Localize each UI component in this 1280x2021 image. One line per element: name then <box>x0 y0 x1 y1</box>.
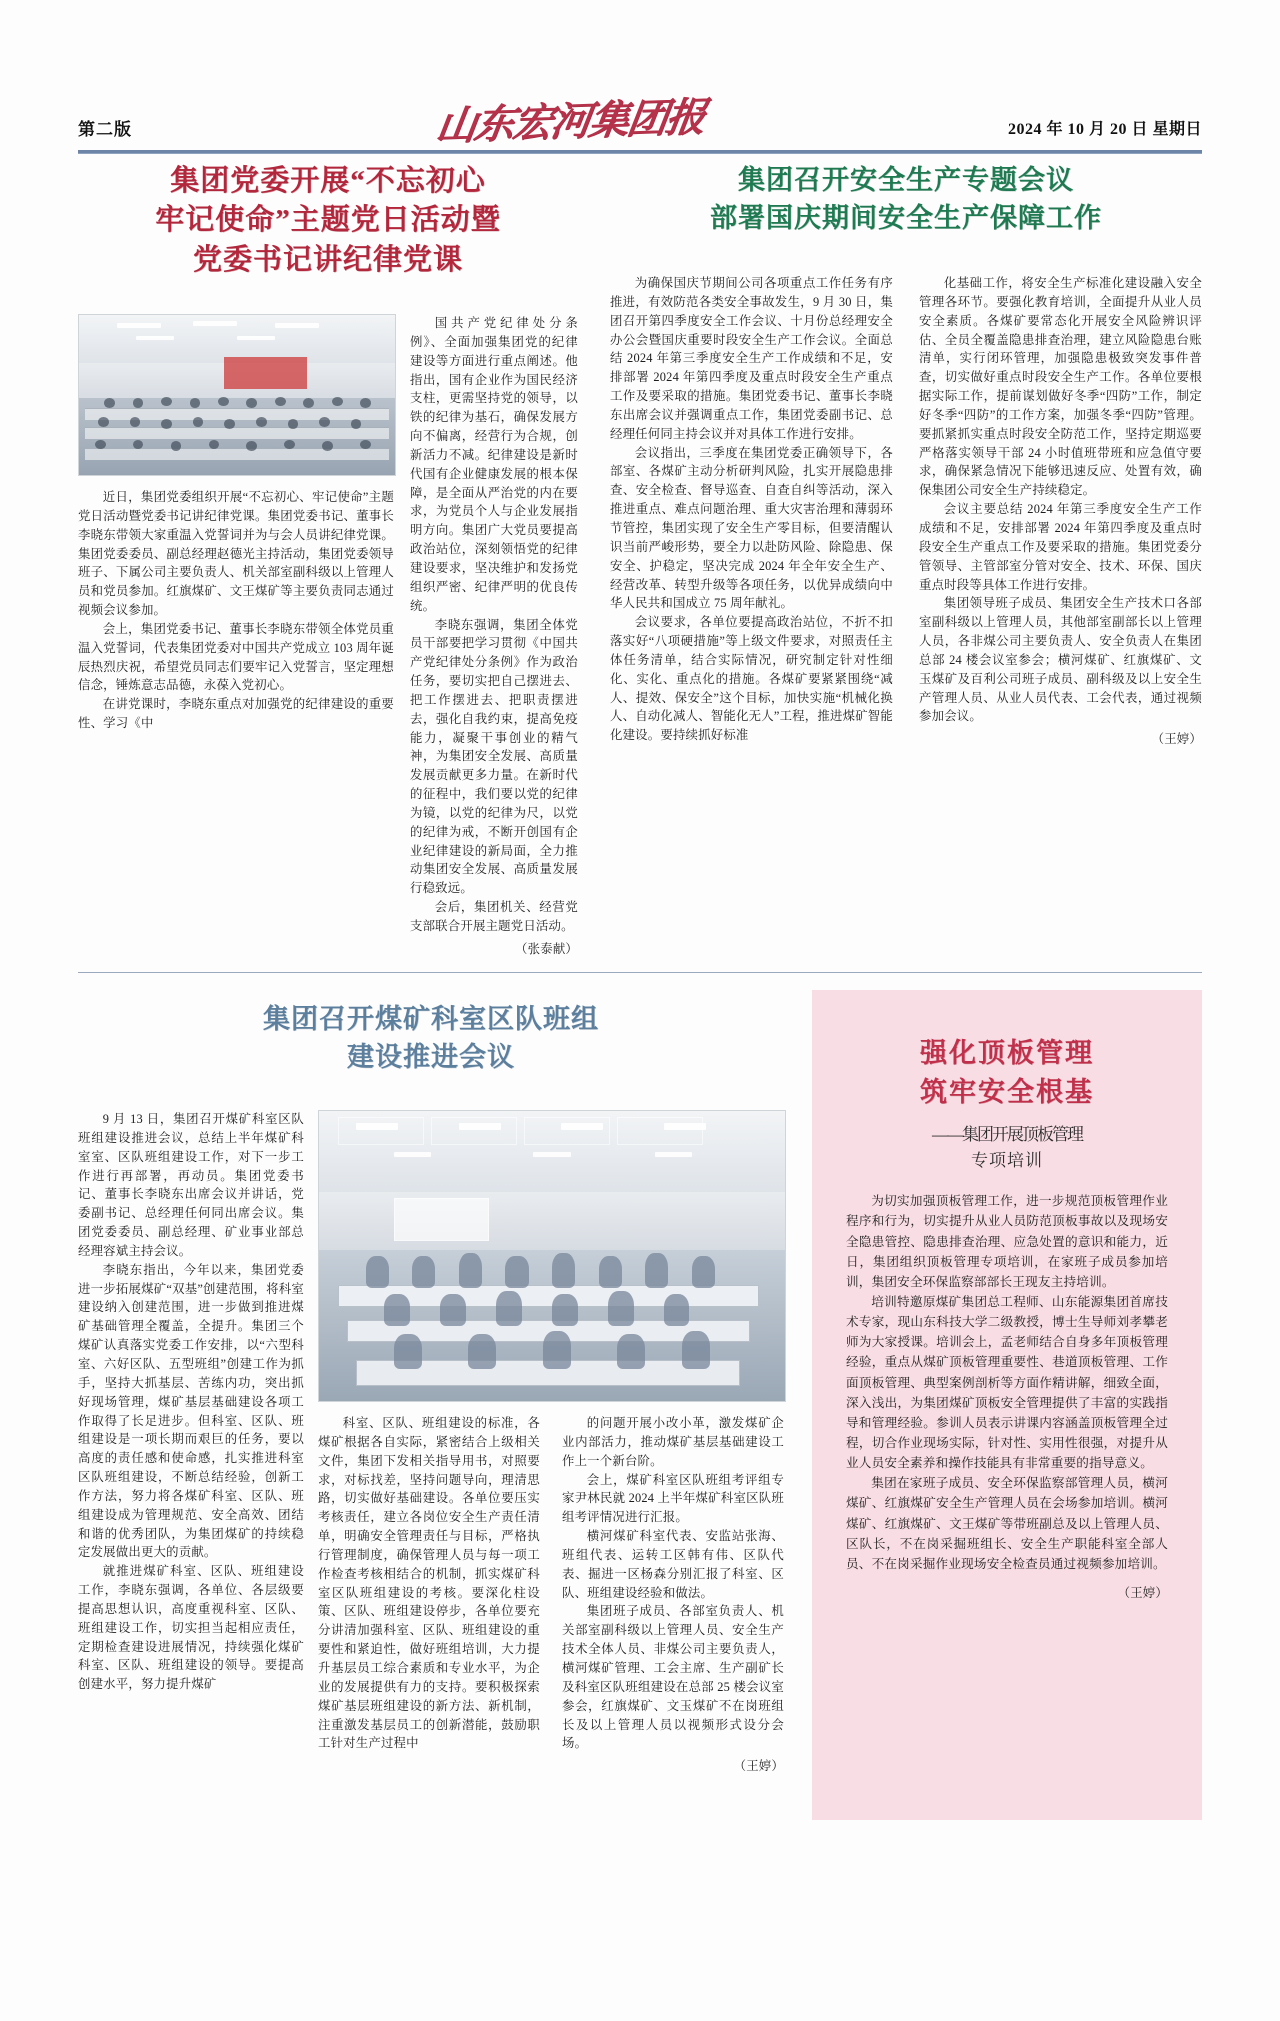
article3-headline <box>78 1000 784 1077</box>
article1-byline: （张泰献） <box>515 941 578 956</box>
article2-paragraph: 会议指出，三季度在集团党委正确领导下，各部室、各煤矿主动分析研判风险，扎实开展隐患排查、安全检查、督导巡查、自查自纠等活动，深入推进重点、难点问题治理、重大灾害治理和薄弱环节管控，集团实现了安全生产零目标，但要清醒认识当前严峻形势，要全力以赴防风险、除隐患、保安全、护稳定，坚决完成 2024 年全年安全生产、经营改革、转型升级等各项任务，以优异成绩向中华人民共和国成立 75 周年献礼。 <box>610 445 893 611</box>
article2-columns <box>610 274 1202 749</box>
meeting-hall-photo <box>78 314 396 476</box>
section-divider <box>78 972 1202 973</box>
article1-column-left <box>78 488 394 733</box>
edition-label: 第二版 <box>78 120 132 139</box>
article2-paragraph: 化基础工作，将安全生产标准化建设融入安全管理各环节。要强化教育培训，全面提升从业人员安全素质。各煤矿要常态化开展安全风险辨识评估、全员全覆盖隐患排查治理，建立风险隐患台账清单，实行闭环管理，加强隐患极致突发事件普查，切实做好重点时段安全生产工作。各单位要根据实际工作，提前谋划做好冬季“四防”工作，制定好冬季“四防”的工作方案，加强冬季“四防”管理。要抓紧抓实重点时段安全防范工作，坚持定期巡要严格落实领导干部 24 小时值班带班和应急值守要求，确保紧急情况下能够迅速反应、处置有效，确保集团公司安全生产持续稳定。 <box>919 276 1202 498</box>
article4-headline <box>846 1034 1168 1112</box>
article3-paragraph: 集团班子成员、各部室负责人、机关部室副科级以上管理人员、安全生产技术全体人员、非煤公司主要负责人，横河煤矿管理、工会主席、生产副矿长及科室区队班组建设在总部 25 楼会议室参会，红旗煤矿、文玉煤矿不在岗班组长及以上管理人员以视频形式设分会场。 <box>562 1604 784 1751</box>
article1-column-right <box>410 314 578 959</box>
article-roof-management-training <box>812 990 1202 1820</box>
article3-paragraph: 的问题开展小改小革，激发煤矿企业内部活力，推动煤矿基层基础建设工作上一个新台阶。 <box>562 1416 784 1468</box>
article4-paragraph: 培训特邀原煤矿集团总工程师、山东能源集团首席技术专家，现山东科技大学二级教授，博士生导师刘孝攀老师为大家授课。培训会上，孟老师结合自身多年顶板管理经验，重点从煤矿顶板管理重要性、巷道顶板管理、工作面顶板管理、典型案例剖析等方面作精讲解，细致全面，深入浅出，为集团煤矿顶板安全管理提供了丰富的实践指导和管理经验。参训人员表示讲课内容涵盖顶板管理全过程，切合作业现场实际，针对性、实用性很强，对提升从业人员安全素养和操作技能具有非常重要的指导意义。 <box>846 1294 1168 1471</box>
article4-paragraph: 集团在家班子成员、安全环保监察部管理人员，横河煤矿、红旗煤矿安全生产管理人员在会场参加培训。横河煤矿、红旗煤矿、文王煤矿等带班副总及以上管理人员、区队长，不在岗采掘班组长、安全生产职能科室全部人员、不在岗采掘作业现场安全检查员通过视频参加培训。 <box>846 1476 1168 1571</box>
article2-paragraph: 为确保国庆节期间公司各项重点工作任务有序推进，有效防范各类安全事故发生，9 月 30 日，集团召开第四季度安全工作会议、十月份总经理安全办公会暨国庆重要时段安全生产工作会议。全面总结 2024 年第三季度安全生产工作成绩和不足，安排部署 2024 年第四季度及重点时段安全生产重点工作及要采取的措施。集团党委书记、董事长李晓东出席会议并强调重点工作，集团党委副书记、总经理任何同主持会议并对具体工作进行安排。 <box>610 276 893 441</box>
article1-headline-line2: 牢记使命”主题党日活动暨 <box>155 204 501 237</box>
article1-headline-line1: 集团党委开展“不忘初心 <box>170 165 486 197</box>
article2-byline: （王婷） <box>1151 732 1202 747</box>
article2-headline-line2: 部署国庆期间安全生产保障工作 <box>710 202 1102 233</box>
article4-headline-line2: 筑牢安全根基 <box>920 1077 1094 1108</box>
article3-headline-line1: 集团召开煤矿科室区队班组 <box>263 1004 599 1034</box>
article4-subheadline <box>846 1122 1168 1173</box>
article2-headline <box>610 162 1202 238</box>
article1-paragraph: 在讲党课时，李晓东重点对加强党的纪律建设的重要性、学习《中 <box>78 697 394 731</box>
article3-byline: （王婷） <box>733 1759 784 1774</box>
article3-column-2 <box>318 1414 540 1753</box>
article1-headline-line3: 党委书记讲纪律党课 <box>192 243 463 276</box>
article3-column-3 <box>562 1414 784 1776</box>
article2-paragraph: 会议主要总结 2024 年第三季度安全生产工作成绩和不足，安排部署 2024 年第四季度及重点时段安全生产重点工作及要采取的措施。集团党委分管领导、主管部室分管对安全、技术、环保、国庆重点时段等具体工作进行安排。 <box>919 502 1202 592</box>
article4-body <box>846 1191 1168 1604</box>
article2-column-left <box>610 274 893 749</box>
article3-paragraph: 李晓东指出，今年以来，集团党委进一步拓展煤矿“双基”创建范围，将科室建设纳入创建范围，进一步做到推进煤矿基础管理全覆盖，全提升。集团三个煤矿认真落实党委工作安排，以“六型科室、六好区队、五型班组”创建工作为抓手，坚持大抓基层、苦练内功，突出抓好现场管理，煤矿基层基础建设各项工作取得了长足进步。但科室、区队、班组建设是一项长期而艰巨的任务，要以高度的责任感和使命感，扎实推进科室区队班组建设，不断总结经验，创新工作方法，努力将各煤矿科室、区队、班组建设成为管理规范、安全高效、团结和谐的优秀团队，为集团煤矿的持续稳定发展做出更大的贡献。 <box>78 1262 304 1560</box>
article1-paragraph: 会上，集团党委书记、董事长李晓东带领全体党员重温入党誓词，代表集团党委对中国共产党成立 103 周年诞辰热烈庆祝，希望党员同志们要牢记入党誓言，坚定理想信念，锤炼意志品德，永葆入党初心。 <box>78 621 394 693</box>
article4-paragraph: 为切实加强顶板管理工作，进一步规范顶板管理作业程序和行为，切实提升从业人员防范顶板事故以及现场安全隐患管控、隐患排查治理、应急处置的意识和能力，近日，集团组织顶板管理专项培训，在家班子成员参加培训，集团安全环保监察部部长王现友主持培训。 <box>846 1194 1168 1289</box>
article3-headline-line2: 建设推进会议 <box>347 1042 515 1073</box>
article3-paragraph: 会上，煤矿科室区队班组考评组专家尹林民就 2024 上半年煤矿科室区队班组考评情况进行汇报。 <box>562 1472 784 1525</box>
masthead-divider <box>78 150 1202 154</box>
article3-paragraph: 科室、区队、班组建设的标准，各煤矿根据各自实际，紧密结合上级相关文件，集团下发相关指导用书，对照要求，对标找差，坚持问题导向，理清思路，切实做好基础建设。各单位要压实考核责任，建立各岗位安全生产责任清单，明确安全管理责任与目标，严格执行管理制度，确保管理人员与每一项工作检查考核相结合的机制，抓实煤矿科室区队班组建设的考核。要深化柱设策、区队、班组建设停步，各单位要充分讲清加强科室、区队、班组建设的重要性和紧迫性，做好班组培训，大力提升基层员工综合素质和专业水平，为企业的发展提供有力的支持。要积极探索煤矿基层班组建设的新方法、新机制，注重激发基层员工的创新潜能，鼓励职工针对生产过程中 <box>318 1416 540 1751</box>
article2-column-right <box>919 274 1202 749</box>
masthead <box>78 93 1202 150</box>
article2-paragraph: 会议要求，各单位要提高政治站位，不折不扣落实好“八项硬措施”等上级文件要求，对照责任主体任务清单，结合实际情况，研究制定针对性细化、实化、重点化的措施。各煤矿要紧紧围绕“减人、提效、保安全”这个目标，加快实施“机械化换人、自动化减人、智能化无人”工程，推进煤矿智能化建设。要持续抓好标准 <box>610 615 893 743</box>
article4-subheadline-line2: 专项培训 <box>971 1150 1043 1170</box>
paper-title-logo: 山东宏河集团报 <box>432 93 708 150</box>
article1-paragraph: 李晓东强调，集团全体党员干部要把学习贯彻《中国共产党纪律处分条例》作为政治任务，要切实把自己摆进去、把工作摆进去、把职责摆进去，强化自我约束，提高免疫能力，凝聚干事创业的精气神，为集团安全发展、高质量发展贡献更多力量。在新时代的征程中，我们要以党的纪律为镜，以党的纪律为尺，以党的纪律为戒，不断开创国有企业纪律建设的新局面，全力推动集团安全发展、高质量发展行稳致远。 <box>410 617 578 896</box>
article4-byline: （王婷） <box>1117 1585 1168 1600</box>
issue-date: 2024 年 10 月 20 日 星期日 <box>1007 121 1202 138</box>
article1-paragraph: 会后，集团机关、经营党支部联合开展主题党日活动。 <box>410 900 578 933</box>
article3-paragraph: 横河煤矿科室代表、安监站张海、班组代表、运转工区韩有伟、区队代表、掘进一区杨森分别汇报了科室、区队、班组建设经验和做法。 <box>562 1529 784 1600</box>
article3-paragraph: 9 月 13 日，集团召开煤矿科室区队班组建设推进会议，总结上半年煤矿科室室、区队班组建设工作，对下一步工作进行再部署，再动员。集团党委书记、董事长李晓东出席会议并讲话，党委副书记、总经理任何同出席会议。集团党委委员、副总经理、矿业事业部总经理容斌主持会议。 <box>78 1112 304 1258</box>
conference-room-photo <box>318 1110 786 1402</box>
article1-paragraph: 近日，集团党委组织开展“不忘初心、牢记使命”主题党日活动暨党委书记讲纪律党课。集团党委书记、董事长李晓东带领大家重温入党誓词并为与会人员讲纪律党课。集团党委委员、副总经理赵德光主持活动，集团党委领导班子、下属公司主要负责人、机关部室副科级以上管理人员和党员参加。红旗煤矿、文王煤矿等主要负责同志通过视频会议参加。 <box>78 490 394 618</box>
article-safety-production-meeting <box>610 162 1202 747</box>
article1-headline <box>78 162 578 280</box>
article2-paragraph: 集团领导班子成员、集团安全生产技术口各部室副科级以上管理人员，其他部室副部长以上管理人员，各非煤公司主要负责人、安全负责人在集团总部 24 楼会议室参会；横河煤矿、红旗煤矿、文玉煤矿及百利公司班子成员、副科级及以上安全生产管理人员、从业人员代表、工会代表，通过视频参加会议。 <box>919 596 1202 724</box>
article4-subheadline-line1: ——集团开展顶板管理 <box>932 1125 1082 1145</box>
article4-headline-line1: 强化顶板管理 <box>920 1038 1094 1068</box>
article1-paragraph: 国共产党纪律处分条例》、全面加强集团党的纪律建设等方面进行重点阐述。他指出，国有企业作为国民经济支柱，更需坚持党的领导，以铁的纪律为基石，确保发展方向不偏离，经营行为合规，创新活力不减。纪律建设是新时代国有企业健康发展的根本保障，是全面从严治党的内在要求，为党员个人与企业发展指明方向。集团广大党员要提高政治站位，深刻领悟党的纪律建设要求，坚决维护和发扬党组织严密、纪律严明的优良传统。 <box>410 316 578 613</box>
article-party-committee <box>78 162 578 956</box>
article3-column-1 <box>78 1110 304 1694</box>
article-mine-department-meeting <box>78 1000 784 1774</box>
article2-headline-line1: 集团召开安全生产专题会议 <box>738 165 1074 195</box>
article3-paragraph: 就推进煤矿科室、区队、班组建设工作，李晓东强调，各单位、各层级要提高思想认识，高度重视科室、区队、班组建设工作，切实担当起相应责任，定期检查建设进展情况，持续强化煤矿科室、区队、班组建设的领导。要提高创建水平，努力提升煤矿 <box>78 1564 304 1692</box>
